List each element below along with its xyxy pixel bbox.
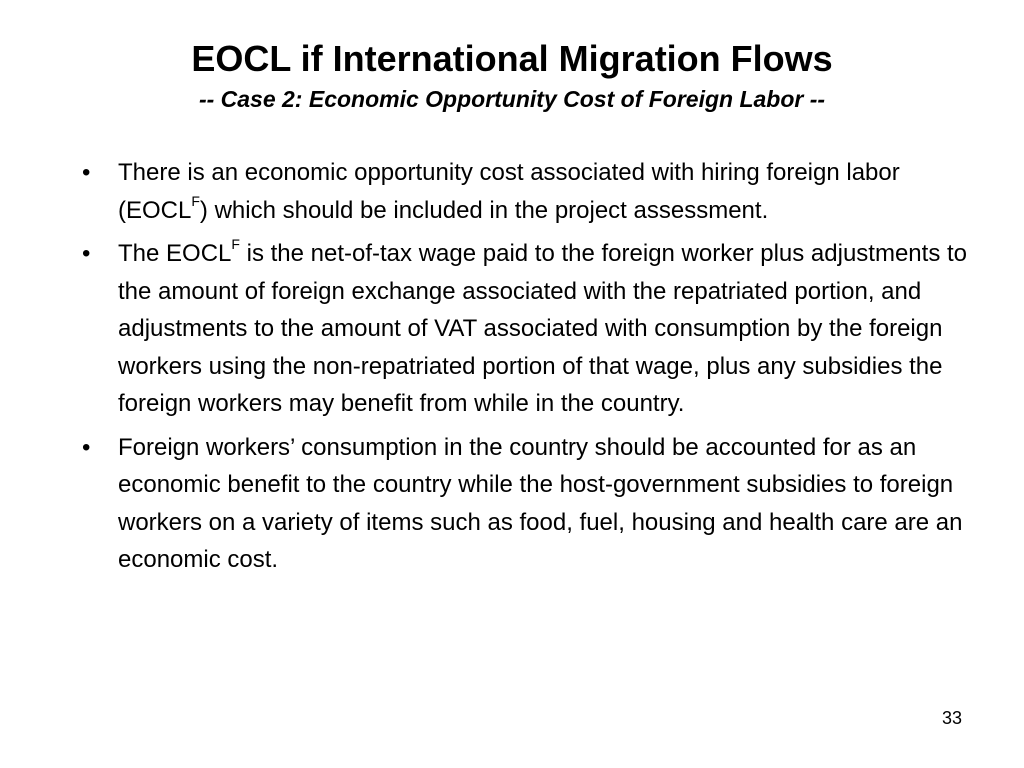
bullet-icon: • <box>82 159 91 186</box>
bullet-list <box>78 154 968 585</box>
bullet-text: is the net-of-tax wage paid to the foreign worker plus adjustments to the amount of foreign exchange associated with the repatriated portion, and adjustments to the amount of VAT associated with consumption by the foreign workers using the non-repatriated portion of that wage, plus any subsidies the foreign workers may benefit from while in the country. <box>118 240 968 417</box>
superscript-f: F <box>231 236 240 252</box>
page-number: 33 <box>941 708 962 728</box>
slide-title: EOCL if International Migration Flows <box>191 38 833 79</box>
slide-subtitle: -- Case 2: Economic Opportunity Cost of Foreign Labor -- <box>198 86 826 112</box>
bullet-text: Foreign workers’ consumption in the country should be accounted for as an economic benefit to the country while the host-government subsidies to foreign workers on a variety of items such as food, fuel, housing and health care are an economic cost. <box>118 433 963 573</box>
bullet-icon: • <box>82 433 91 461</box>
bullet-text: The EOCL <box>118 240 232 267</box>
bullet-text: ) which should be included in the project assessment. <box>199 196 769 224</box>
bullet-item-consumption <box>78 429 968 579</box>
bullet-item-eocl-cost <box>78 154 968 229</box>
bullet-text: There is an economic opportunity cost associated with hiring foreign labor (EOCL <box>118 159 900 224</box>
bullet-icon: • <box>82 240 91 267</box>
bullet-item-eocl-definition <box>78 235 968 423</box>
superscript-f: F <box>191 192 200 209</box>
